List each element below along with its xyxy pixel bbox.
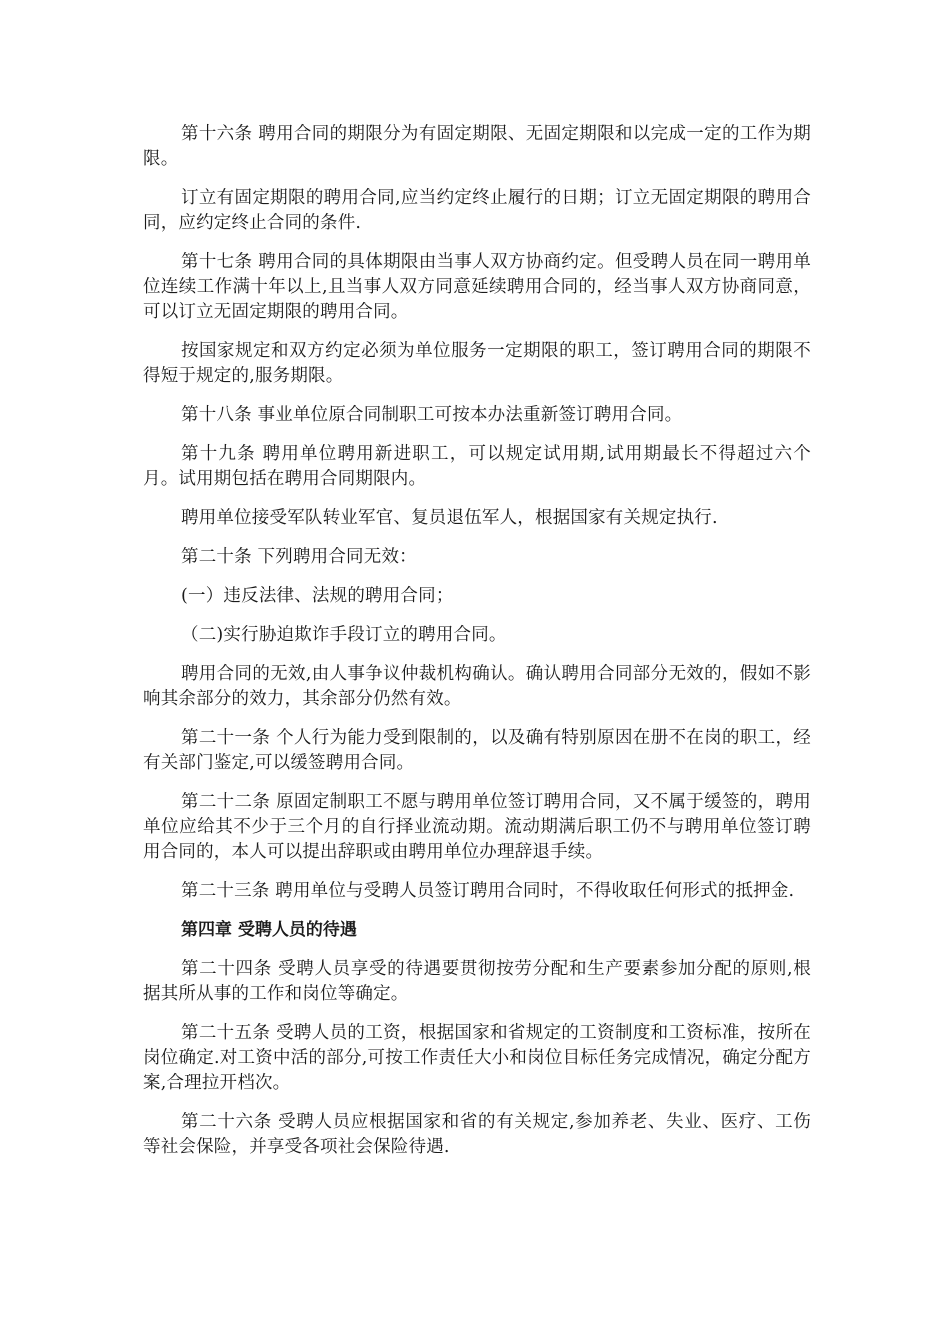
article-22: 第二十二条 原固定制职工不愿与聘用单位签订聘用合同，又不属于缓签的，聘用单位应给其不少于三个月的自行择业流动期。流动期满后职工仍不与聘用单位签订聘用合同的，本人可以提出辞职或由聘用单位办理辞退手续。 <box>143 792 811 862</box>
article-20-paragraph-2: 聘用合同的无效,由人事争议仲裁机构确认。确认聘用合同部分无效的，假如不影响其余部分的效力，其余部分仍然有效。 <box>143 664 811 709</box>
article-20-item-1: (一）违反法律、法规的聘用合同； <box>181 586 454 606</box>
article-19-paragraph-2: 聘用单位接受军队转业军官、复员退伍军人，根据国家有关规定执行. <box>181 508 718 528</box>
chapter-heading: 第四章 受聘人员的待遇 <box>181 920 357 940</box>
article-17-paragraph-2: 按国家规定和双方约定必须为单位服务一定期限的职工，签订聘用合同的期限不得短于规定的,服务期限。 <box>143 341 811 386</box>
article-24: 第二十四条 受聘人员享受的待遇要贯彻按劳分配和生产要素参加分配的原则,根据其所从事的工作和岗位等确定。 <box>143 959 811 1004</box>
article-19: 第十九条 聘用单位聘用新进职工，可以规定试用期,试用期最长不得超过六个月。试用期包括在聘用合同期限内。 <box>143 444 811 489</box>
article-23: 第二十三条 聘用单位与受聘人员签订聘用合同时，不得收取任何形式的抵押金. <box>181 881 795 901</box>
article-25: 第二十五条 受聘人员的工资，根据国家和省规定的工资制度和工资标准，按所在岗位确定.对工资中活的部分,可按工作责任大小和岗位目标任务完成情况，确定分配方案,合理拉开档次。 <box>143 1023 811 1093</box>
article-21: 第二十一条 个人行为能力受到限制的，以及确有特别原因在册不在岗的职工，经有关部门鉴定,可以缓签聘用合同。 <box>143 728 811 773</box>
document-page <box>143 122 811 1174</box>
article-18: 第十八条 事业单位原合同制职工可按本办法重新签订聘用合同。 <box>181 405 683 425</box>
article-26: 第二十六条 受聘人员应根据国家和省的有关规定,参加养老、失业、医疗、工伤等社会保险，并享受各项社会保险待遇. <box>143 1112 811 1157</box>
article-20: 第二十条 下列聘用合同无效： <box>181 547 417 567</box>
article-16-paragraph-2: 订立有固定期限的聘用合同,应当约定终止履行的日期；订立无固定期限的聘用合同，应约定终止合同的条件. <box>143 188 811 233</box>
article-16: 第十六条 聘用合同的期限分为有固定期限、无固定期限和以完成一定的工作为期限。 <box>143 124 811 169</box>
article-20-item-2: （二)实行胁迫欺诈手段订立的聘用合同。 <box>181 625 507 645</box>
article-17: 第十七条 聘用合同的具体期限由当事人双方协商约定。但受聘人员在同一聘用单位连续工作满十年以上,且当事人双方同意延续聘用合同的，经当事人双方协商同意，可以订立无固定期限的聘用合同。 <box>143 252 811 322</box>
